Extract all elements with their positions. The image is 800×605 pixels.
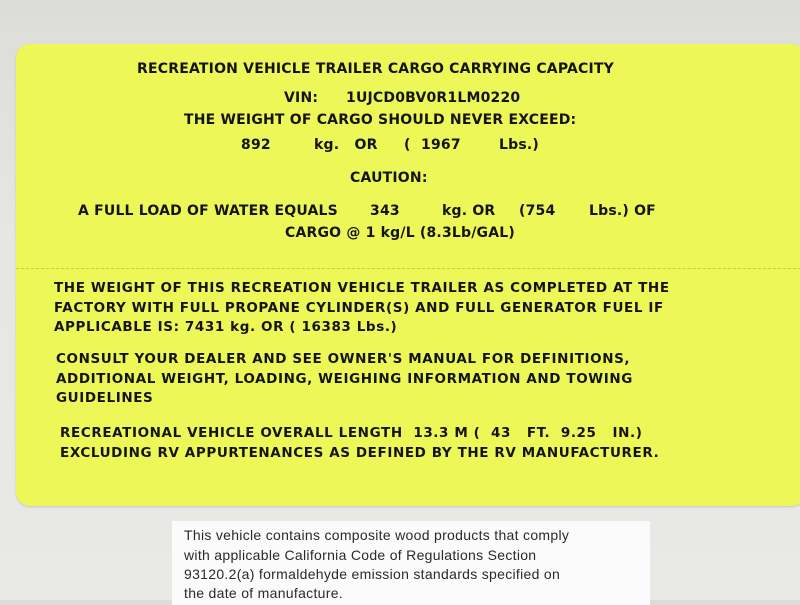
trailer-weight-line-3: APPLICABLE IS: 7431 kg. OR ( 16383 Lbs.) <box>54 319 398 335</box>
notice-line-2: with applicable California Code of Regulations Section <box>184 547 537 563</box>
vin-value: 1UJCD0BV0R1LM0220 <box>346 90 521 106</box>
consult-line-1: CONSULT YOUR DEALER AND SEE OWNER'S MANUAL FOR DEFINITIONS, <box>56 351 631 367</box>
label-title: RECREATION VEHICLE TRAILER CARGO CARRYING CAPACITY <box>137 61 615 77</box>
water-load-text: A FULL LOAD OF WATER EQUALS <box>78 203 338 219</box>
label-divider <box>16 268 800 269</box>
trailer-weight-line-2: FACTORY WITH FULL PROPANE CYLINDER(S) AND FULL GENERATOR FUEL IF <box>54 300 664 316</box>
cargo-lbs-close: Lbs.) <box>499 137 539 153</box>
notice-line-1: This vehicle contains composite wood products that comply <box>184 527 570 543</box>
notice-line-3: 93120.2(a) formaldehyde emission standards specified on <box>184 566 561 582</box>
caution-heading: CAUTION: <box>350 170 428 186</box>
water-kg-or: kg. OR <box>442 203 496 219</box>
cargo-kg-value: 892 <box>241 137 271 153</box>
cargo-paren-open: ( <box>404 137 411 153</box>
length-line-1: RECREATIONAL VEHICLE OVERALL LENGTH 13.3 M ( 43 FT. 9.25 IN.) <box>60 425 643 441</box>
trailer-weight-line-1: THE WEIGHT OF THIS RECREATION VEHICLE TRAILER AS COMPLETED AT THE <box>54 280 670 296</box>
never-exceed-text: THE WEIGHT OF CARGO SHOULD NEVER EXCEED: <box>184 112 577 128</box>
water-lbs-of: Lbs.) OF <box>589 203 656 219</box>
water-rate-text: CARGO @ 1 kg/L (8.3Lb/GAL) <box>285 225 515 241</box>
consult-line-2: ADDITIONAL WEIGHT, LOADING, WEIGHING INFORMATION AND TOWING <box>56 371 633 387</box>
formaldehyde-notice-label <box>172 521 650 605</box>
length-line-2: EXCLUDING RV APPURTENANCES AS DEFINED BY THE RV MANUFACTURER. <box>60 445 660 461</box>
water-lbs-value: (754 <box>519 203 556 219</box>
cargo-lbs-value: 1967 <box>421 137 461 153</box>
vin-label: VIN: <box>284 90 319 106</box>
notice-line-4: the date of manufacture. <box>184 585 343 601</box>
cargo-kg-or: kg. OR <box>314 137 378 153</box>
water-kg-value: 343 <box>370 203 400 219</box>
consult-line-3: GUIDELINES <box>56 390 154 406</box>
cargo-capacity-label <box>16 44 800 506</box>
